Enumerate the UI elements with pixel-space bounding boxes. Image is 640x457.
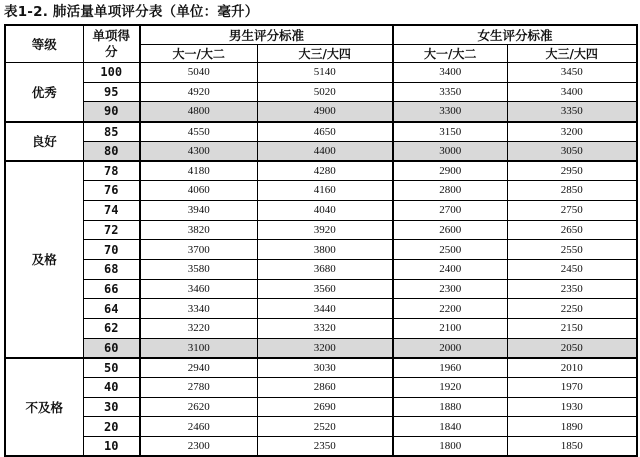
female-year34-cell: 2350 — [507, 279, 637, 299]
table-row — [5, 122, 637, 142]
level-label: 不及格 — [5, 358, 83, 456]
male-year34-cell: 4040 — [257, 200, 393, 220]
male-year34-cell: 4160 — [257, 181, 393, 201]
score-cell: 80 — [83, 141, 140, 161]
male-year12-cell: 2940 — [140, 358, 257, 378]
male-year12-cell: 3940 — [140, 200, 257, 220]
score-cell: 70 — [83, 240, 140, 260]
male-year12-cell: 3100 — [140, 338, 257, 358]
table-row — [5, 82, 637, 102]
male-year12-cell: 2300 — [140, 437, 257, 457]
male-year12-cell: 2460 — [140, 417, 257, 437]
table-row — [5, 338, 637, 358]
table-row — [5, 437, 637, 457]
score-cell: 76 — [83, 181, 140, 201]
male-year34-cell: 2350 — [257, 437, 393, 457]
female-year12-cell: 3350 — [393, 82, 507, 102]
female-year34-cell: 3400 — [507, 82, 637, 102]
score-cell: 90 — [83, 102, 140, 122]
female-year34-cell: 2550 — [507, 240, 637, 260]
header-male-year34: 大三/大四 — [257, 45, 393, 63]
header-level: 等级 — [5, 25, 83, 63]
female-year12-cell: 2800 — [393, 181, 507, 201]
score-cell: 74 — [83, 200, 140, 220]
female-year12-cell: 1880 — [393, 397, 507, 417]
female-year12-cell: 2100 — [393, 318, 507, 338]
male-year12-cell: 4300 — [140, 141, 257, 161]
score-cell: 60 — [83, 338, 140, 358]
female-year34-cell: 3450 — [507, 63, 637, 83]
male-year34-cell: 3030 — [257, 358, 393, 378]
male-year12-cell: 3700 — [140, 240, 257, 260]
male-year12-cell: 4920 — [140, 82, 257, 102]
vital-capacity-table — [4, 24, 638, 457]
score-cell: 20 — [83, 417, 140, 437]
female-year34-cell: 2650 — [507, 220, 637, 240]
header-male-group: 男生评分标准 — [140, 25, 393, 45]
male-year34-cell: 2860 — [257, 378, 393, 398]
male-year34-cell: 5020 — [257, 82, 393, 102]
male-year34-cell: 3320 — [257, 318, 393, 338]
female-year12-cell: 1800 — [393, 437, 507, 457]
male-year34-cell: 3800 — [257, 240, 393, 260]
female-year34-cell: 1890 — [507, 417, 637, 437]
female-year34-cell: 1970 — [507, 378, 637, 398]
score-cell: 72 — [83, 220, 140, 240]
female-year34-cell: 2750 — [507, 200, 637, 220]
female-year12-cell: 3150 — [393, 122, 507, 142]
score-cell: 40 — [83, 378, 140, 398]
female-year34-cell: 2850 — [507, 181, 637, 201]
male-year12-cell: 3220 — [140, 318, 257, 338]
table-row — [5, 299, 637, 319]
female-year34-cell: 2010 — [507, 358, 637, 378]
table-row — [5, 279, 637, 299]
header-score-text: 单项得分 — [92, 28, 130, 59]
male-year34-cell: 4280 — [257, 161, 393, 181]
male-year12-cell: 2620 — [140, 397, 257, 417]
score-cell: 85 — [83, 122, 140, 142]
female-year12-cell: 1920 — [393, 378, 507, 398]
female-year12-cell: 2400 — [393, 259, 507, 279]
level-label: 及格 — [5, 161, 83, 358]
female-year12-cell: 1960 — [393, 358, 507, 378]
male-year34-cell: 2520 — [257, 417, 393, 437]
table-row — [5, 240, 637, 260]
score-cell: 64 — [83, 299, 140, 319]
table-row — [5, 358, 637, 378]
female-year12-cell: 2000 — [393, 338, 507, 358]
male-year12-cell: 3340 — [140, 299, 257, 319]
header-female-year12: 大一/大二 — [393, 45, 507, 63]
female-year12-cell: 2300 — [393, 279, 507, 299]
male-year34-cell: 4400 — [257, 141, 393, 161]
table-row — [5, 161, 637, 181]
score-cell: 95 — [83, 82, 140, 102]
female-year12-cell: 2700 — [393, 200, 507, 220]
female-year12-cell: 3000 — [393, 141, 507, 161]
header-score — [83, 25, 140, 63]
score-cell: 10 — [83, 437, 140, 457]
male-year34-cell: 2690 — [257, 397, 393, 417]
table-row — [5, 417, 637, 437]
female-year34-cell: 1850 — [507, 437, 637, 457]
score-cell: 62 — [83, 318, 140, 338]
female-year12-cell: 2600 — [393, 220, 507, 240]
table-row — [5, 259, 637, 279]
score-cell: 66 — [83, 279, 140, 299]
male-year12-cell: 4060 — [140, 181, 257, 201]
female-year34-cell: 2450 — [507, 259, 637, 279]
female-year12-cell: 3300 — [393, 102, 507, 122]
female-year12-cell: 2200 — [393, 299, 507, 319]
header-female-group: 女生评分标准 — [393, 25, 637, 45]
level-label: 良好 — [5, 122, 83, 161]
header-male-year12: 大一/大二 — [140, 45, 257, 63]
table-title: 表1-2. 肺活量单项评分表（单位：毫升） — [4, 4, 259, 20]
male-year34-cell: 3560 — [257, 279, 393, 299]
female-year34-cell: 2250 — [507, 299, 637, 319]
male-year12-cell: 3820 — [140, 220, 257, 240]
table-row — [5, 220, 637, 240]
table-row — [5, 397, 637, 417]
female-year34-cell: 3050 — [507, 141, 637, 161]
male-year34-cell: 3440 — [257, 299, 393, 319]
table-body — [5, 63, 637, 457]
female-year34-cell: 1930 — [507, 397, 637, 417]
female-year34-cell: 2950 — [507, 161, 637, 181]
female-year12-cell: 2900 — [393, 161, 507, 181]
male-year34-cell: 4650 — [257, 122, 393, 142]
table-row — [5, 318, 637, 338]
table-row — [5, 141, 637, 161]
table-row — [5, 378, 637, 398]
score-cell: 68 — [83, 259, 140, 279]
female-year34-cell: 2150 — [507, 318, 637, 338]
table-row — [5, 200, 637, 220]
male-year34-cell: 3680 — [257, 259, 393, 279]
table-row — [5, 63, 637, 83]
female-year12-cell: 1840 — [393, 417, 507, 437]
male-year34-cell: 3200 — [257, 338, 393, 358]
table-row — [5, 181, 637, 201]
male-year12-cell: 2780 — [140, 378, 257, 398]
male-year34-cell: 3920 — [257, 220, 393, 240]
female-year12-cell: 3400 — [393, 63, 507, 83]
score-cell: 100 — [83, 63, 140, 83]
male-year12-cell: 5040 — [140, 63, 257, 83]
male-year12-cell: 4550 — [140, 122, 257, 142]
score-cell: 50 — [83, 358, 140, 378]
male-year12-cell: 3460 — [140, 279, 257, 299]
score-cell: 78 — [83, 161, 140, 181]
level-label: 优秀 — [5, 63, 83, 122]
male-year12-cell: 4800 — [140, 102, 257, 122]
female-year34-cell: 2050 — [507, 338, 637, 358]
table-row — [5, 102, 637, 122]
male-year34-cell: 5140 — [257, 63, 393, 83]
score-cell: 30 — [83, 397, 140, 417]
male-year12-cell: 3580 — [140, 259, 257, 279]
female-year12-cell: 2500 — [393, 240, 507, 260]
male-year12-cell: 4180 — [140, 161, 257, 181]
female-year34-cell: 3350 — [507, 102, 637, 122]
male-year34-cell: 4900 — [257, 102, 393, 122]
header-female-year34: 大三/大四 — [507, 45, 637, 63]
female-year34-cell: 3200 — [507, 122, 637, 142]
